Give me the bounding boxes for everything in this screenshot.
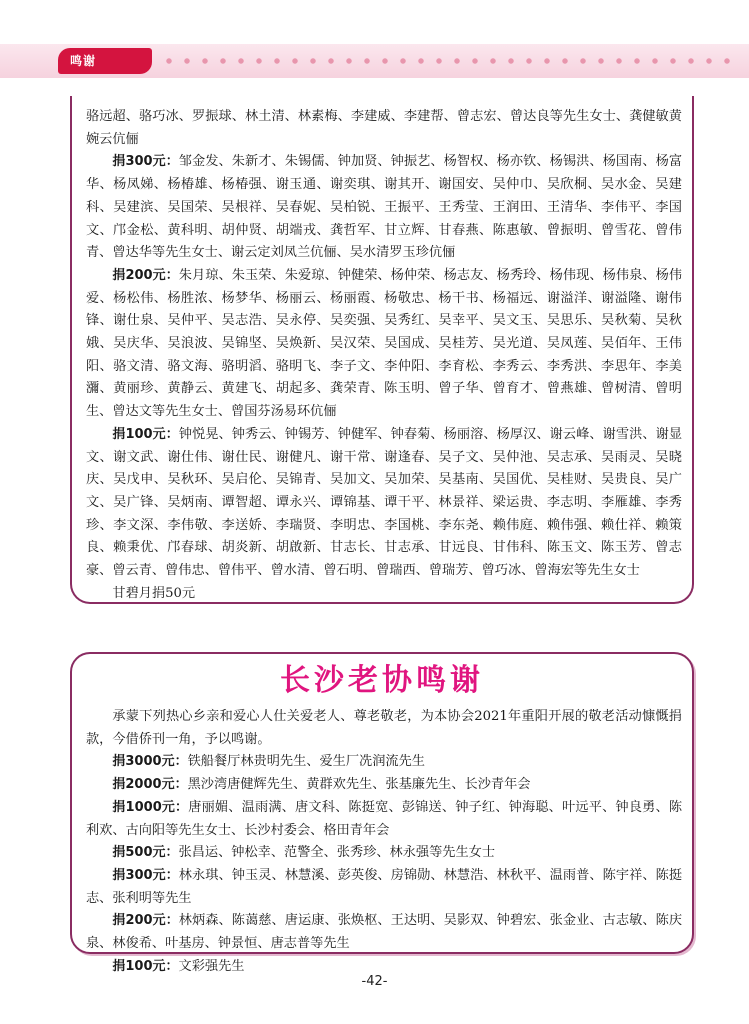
tier-300 bbox=[86, 865, 682, 910]
tier-names: 林永琪、钟玉灵、林慧溪、彭英俊、房锦勋、林慧浩、林秋平、温雨普、陈宇祥、陈挺志、张利明等先生 bbox=[86, 867, 683, 906]
tier-names: 张昌运、钟松幸、范警全、张秀珍、林永强等先生女士 bbox=[178, 845, 496, 861]
tier-label: 捐200元： bbox=[112, 267, 179, 283]
opening-names: 骆远超、骆巧冰、罗振球、林土清、林素梅、李建威、李建帮、曾志宏、曾达良等先生女士、龚健敏黄婉云伉俪 bbox=[86, 109, 682, 147]
decorative-dots bbox=[160, 53, 735, 69]
tier-label: 捐100元： bbox=[112, 958, 179, 974]
tier-label: 捐300元： bbox=[112, 867, 179, 883]
changsha-thanks-box bbox=[70, 652, 694, 974]
tier-100 bbox=[86, 424, 682, 583]
tier-names: 林炳森、陈蔼慈、唐运康、张焕枢、王达明、吴影双、钟碧宏、张金业、古志敏、陈庆泉、林俊希、叶基房、钟景恒、唐志普等先生 bbox=[86, 913, 683, 952]
tier-names: 邹金发、朱新才、朱锡儒、钟加贤、钟振艺、杨智权、杨亦钦、杨锡洪、杨国南、杨富华、杨凤娣、杨椿雄、杨椿强、谢玉通、谢奕琪、谢其开、谢国安、吴仲巾、吴欣桐、吴水金、吴建科、吴建滨、吴国荣、吴根祥、吴春妮、吴柏锐、王振平、王秀莹、王润田、王清华、李伟平、李国文、邝金松、黄科明、胡仲贤、胡端戎、龚哲军、甘立辉、甘春燕、陈惠敏、曾振明、曾雪花、曾伟青、曾达华等先生女士、谢云定刘凤兰伉俪、吴水清罗玉珍伉俪 bbox=[86, 154, 683, 261]
tier-label: 捐2000元： bbox=[112, 777, 188, 793]
tier-label: 捐200元： bbox=[112, 913, 179, 929]
changsha-content bbox=[86, 706, 682, 978]
page-number: -42- bbox=[361, 974, 388, 989]
donor-list-content bbox=[86, 106, 682, 605]
tier-names: 文彩强先生 bbox=[178, 958, 245, 974]
donor-list-box bbox=[70, 96, 694, 604]
tier-300 bbox=[86, 151, 682, 265]
tier-label: 捐300元： bbox=[112, 154, 179, 170]
tier-label: 捐500元： bbox=[112, 845, 179, 861]
tier-label: 捐1000元： bbox=[112, 799, 189, 815]
tier-500 bbox=[86, 842, 682, 865]
tier-1000 bbox=[86, 797, 682, 842]
tier-names: 铁船餐厅林贵明先生、爱生厂冼润流先生 bbox=[187, 754, 425, 770]
section-tab: 鸣谢 bbox=[58, 48, 152, 74]
tier-2000 bbox=[86, 774, 682, 797]
tier-names: 唐丽媚、温雨满、唐文科、陈挺宽、彭锦送、钟子红、钟海聪、叶远平、钟良勇、陈利欢、古向阳等先生女士、长沙村委会、格田青年会 bbox=[86, 799, 683, 838]
tier-names: 黑沙湾唐健辉先生、黄群欢先生、张基廉先生、长沙青年会 bbox=[187, 777, 531, 793]
closing-line: 甘碧月捐50元 bbox=[112, 585, 196, 601]
tier-label: 捐100元： bbox=[112, 426, 179, 442]
tier-names: 钟悦晃、钟秀云、钟锡芳、钟健军、钟春菊、杨丽溶、杨厚汉、谢云峰、谢雪洪、谢显文、谢文武、谢仕伟、谢仕民、谢健凡、谢干常、谢逢春、吴子文、吴仲池、吴志承、吴雨灵、吴晓庆、吴戊申、吴秋环、吴启伦、吴锦青、吴加文、吴加荣、吴基南、吴国优、吴桂财、吴贵良、吴广文、吴广锋、吴炳南、谭智超、谭永兴、谭锦基、谭干平、林景祥、梁运贵、李志明、李雁雄、李秀珍、李文深、李伟敬、李送娇、李瑞贤、李明忠、李国桃、李东尧、赖伟庭、赖伟强、赖仕祥、赖策良、赖秉优、邝春球、胡炎新、胡啟新、甘志长、甘志承、甘远良、甘伟科、陈玉文、陈玉芳、曾志豪、曾云青、曾伟忠、曾伟平、曾水清、曾石明、曾瑞西、曾瑞芳、曾巧冰、曾海宏等先生女士 bbox=[86, 426, 683, 579]
intro-paragraph: 承蒙下列热心乡亲和爱心人仕关爱老人、尊老敬老，为本协会2021年重阳开展的敬老活动慷慨捐款，今借侨刊一角，予以鸣谢。 bbox=[86, 709, 682, 747]
section-title: 长沙老协鸣谢 bbox=[280, 663, 484, 698]
tier-3000 bbox=[86, 751, 682, 774]
tier-200 bbox=[86, 265, 682, 424]
tier-200 bbox=[86, 910, 682, 955]
tier-label: 捐3000元： bbox=[112, 754, 188, 770]
tier-names: 朱月琼、朱玉荣、朱爱琼、钟健荣、杨仲荣、杨志友、杨秀玲、杨伟现、杨伟泉、杨伟爱、杨松伟、杨胜浓、杨梦华、杨丽云、杨丽霞、杨敬忠、杨干书、杨福远、谢溢洋、谢溢隆、谢伟锋、谢仕泉、吴仲平、吴志浩、吴永停、吴奕强、吴秀红、吴幸平、吴文玉、吴思乐、吴秋菊、吴秋娥、吴庆华、吴浪波、吴锦坚、吴焕新、吴汉荣、吴国成、吴桂芳、吴光道、吴凤莲、吴佰年、王伟阳、骆文清、骆文海、骆明滔、骆明飞、李子文、李仲阳、李育松、李秀云、李秀洪、李思年、李美瀰、黄丽珍、黄静云、黄建飞、胡起多、龚荣青、陈玉明、曾子华、曾育才、曾燕雄、曾树清、曾明生、曾达文等先生女士、曾国芬汤易环伉俪 bbox=[86, 267, 683, 420]
